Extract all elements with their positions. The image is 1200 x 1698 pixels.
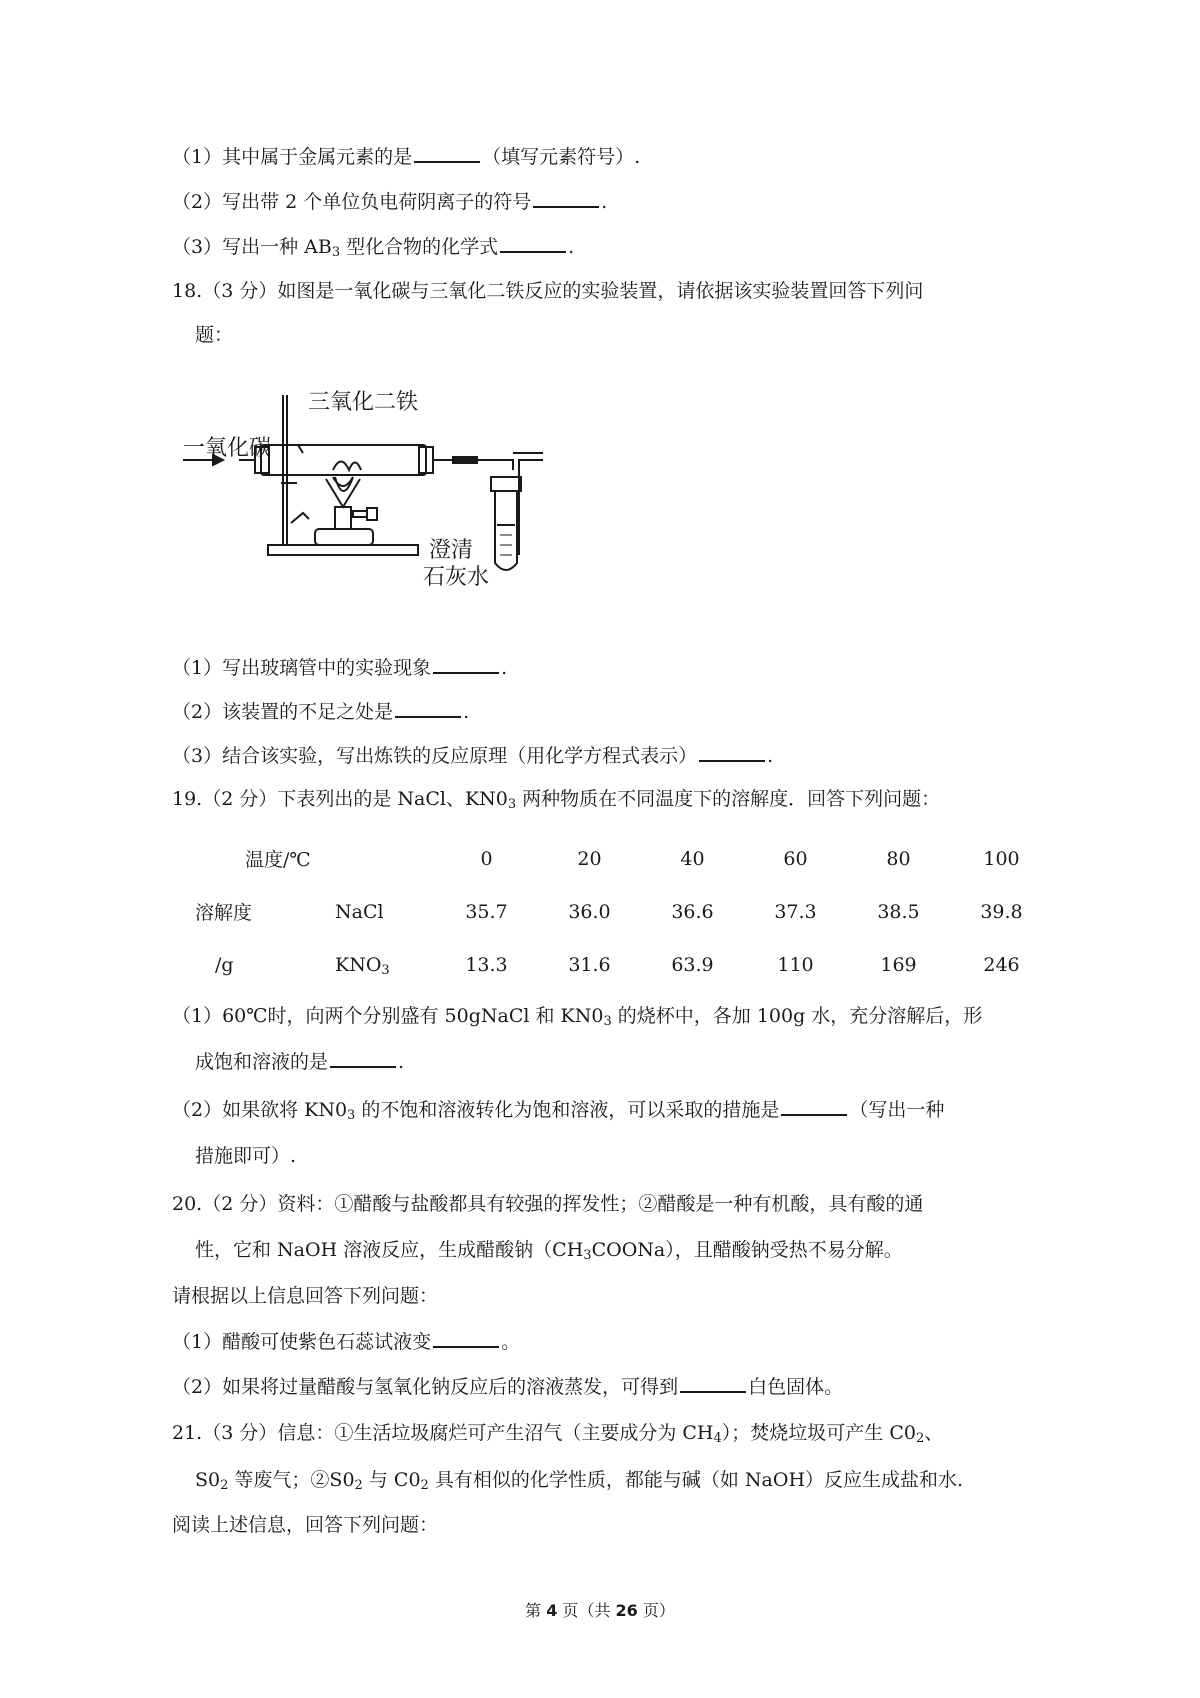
burner: [335, 507, 351, 529]
table-substance-kno3: [315, 938, 435, 991]
table-cell: 246: [983, 953, 1020, 976]
subscript: 2: [354, 1478, 363, 1493]
q19-sub1-line2: [195, 1048, 404, 1075]
answer-blank: [330, 1048, 396, 1068]
q19-sub1-line2-text: 成饱和溶液的是: [195, 1051, 329, 1073]
table-row: [195, 938, 1053, 991]
q18-sub1-text: （1）写出玻璃管中的实验现象: [172, 657, 432, 679]
table-row-label: 溶解度: [195, 902, 253, 924]
q21-line1-text: 21.（3 分）信息：①生活垃圾腐烂可产生沼气（主要成分为 CH: [172, 1422, 714, 1444]
q20-line2-text2: COONa），且醋酸钠受热不易分解。: [591, 1239, 903, 1261]
table-cell: 37.3: [774, 900, 817, 923]
page-footer: [0, 1598, 1200, 1621]
test-tube: [495, 491, 517, 570]
q19-sub1-tail: .: [398, 1051, 405, 1073]
answer-blank: [699, 742, 765, 762]
glass-tube: [261, 445, 426, 475]
q20-line2-text: 性，它和 NaOH 溶液反应，生成醋酸钠（CH: [195, 1239, 584, 1261]
q18-sub2-tail: .: [463, 701, 470, 723]
table-cell: 110: [777, 953, 814, 976]
q20-stem-line3: 请根据以上信息回答下列问题：: [172, 1285, 439, 1307]
subscript: 3: [347, 1108, 356, 1123]
answer-blank: [433, 1328, 499, 1348]
q19-sub2-text2: 的不饱和溶液转化为饱和溶液，可以采取的措施是: [355, 1099, 780, 1121]
table-cell: 38.5: [877, 900, 920, 923]
q21-line2-text2: 等废气；②S0: [228, 1469, 355, 1491]
page-number: 4: [546, 1601, 558, 1620]
answer-blank: [781, 1096, 847, 1116]
footer-suffix: 页）: [637, 1601, 675, 1620]
q18-sub3-tail: .: [767, 745, 774, 767]
q21-line1-text3: 、: [924, 1422, 944, 1444]
q20-stem-line2: [195, 1237, 903, 1263]
q17-sub1-tail: （填写元素符号）.: [482, 146, 641, 168]
q19-sub1-text2: 的烧杯中，各加 100g 水，充分溶解后，形: [611, 1005, 983, 1027]
table-cell: 35.7: [465, 900, 508, 923]
table-substance-nacl: NaCl: [335, 900, 384, 923]
clamp: [281, 445, 303, 453]
q19-sub2-text: （2）如果欲将 KN0: [172, 1099, 348, 1121]
table-cell: 36.6: [671, 900, 714, 923]
table-row: [195, 885, 1053, 938]
q20-sub2-text: （2）如果将过量醋酸与氢氧化钠反应后的溶液蒸发，可得到: [172, 1376, 679, 1398]
q17-sub3-tail: .: [568, 236, 575, 258]
q17-sub2-tail: .: [601, 191, 608, 213]
label-carbon-monoxide: 一氧化碳: [183, 436, 272, 461]
solubility-table: [195, 832, 1053, 991]
page-total: 26: [615, 1601, 638, 1620]
answer-blank: [395, 698, 461, 718]
sample-fe2o3: [333, 462, 361, 471]
table-cell: 39.8: [980, 900, 1023, 923]
subscript: 2: [220, 1478, 229, 1493]
footer-prefix: 第: [525, 1601, 547, 1620]
q17-sub2-text: （2）写出带 2 个单位负电荷阴离子的符号: [172, 191, 532, 213]
q19-sub2-tail: （写出一种: [849, 1099, 945, 1121]
table-cell: 40: [680, 847, 705, 870]
answer-blank: [500, 233, 566, 253]
q19-sub2-line2: 措施即可）.: [195, 1145, 297, 1167]
q21-stem-line3: 阅读上述信息，回答下列问题：: [172, 1514, 439, 1536]
table-cell: 13.3: [465, 953, 508, 976]
q18-sub3: [172, 742, 773, 769]
q17-sub3-text: （3）写出一种 AB: [172, 236, 332, 258]
q17-sub2: [172, 188, 607, 215]
q21-line2-text3: 与 C0: [362, 1469, 421, 1491]
q19-sub1-text: （1）60℃时，向两个分别盛有 50gNaCl 和 KN0: [172, 1005, 604, 1027]
q17-sub1-text: （1）其中属于金属元素的是: [172, 146, 413, 168]
answer-blank: [433, 654, 499, 674]
q18-sub2: [172, 698, 469, 725]
q20-sub2: [172, 1373, 843, 1400]
q17-sub3: [172, 233, 574, 260]
q18-sub1: [172, 654, 507, 681]
q20-sub1-tail: 。: [501, 1331, 521, 1353]
q21-line2-text4: 具有相似的化学性质，都能与碱（如 NaOH）反应生成盐和水.: [428, 1469, 964, 1491]
stand-base: [268, 545, 418, 555]
answer-blank: [680, 1373, 746, 1393]
q20-sub2-tail: 白色固体。: [748, 1376, 844, 1398]
q21-line1-text2: ）；焚烧垃圾可产生 C0: [721, 1422, 916, 1444]
ring-support: [291, 513, 309, 523]
subscript: 3: [381, 962, 390, 978]
q19-stem-text2: 两种物质在不同温度下的溶解度．回答下列问题：: [516, 788, 941, 810]
footer-mid: 页（共: [557, 1601, 616, 1620]
test-tube-stopper: [491, 477, 521, 491]
table-cell: 63.9: [671, 953, 714, 976]
q20-sub1-text: （1）醋酸可使紫色石蕊试液变: [172, 1331, 432, 1353]
subscript: 3: [331, 245, 341, 260]
q20-stem-line1: 20.（2 分）资料：①醋酸与盐酸都具有较强的挥发性；②醋酸是一种有机酸，具有酸的通: [172, 1193, 924, 1215]
table-cell: 80: [886, 847, 911, 870]
table-cell: 100: [983, 847, 1020, 870]
table-cell: 0: [480, 847, 493, 870]
subscript: 2: [420, 1478, 429, 1493]
subscript: 2: [915, 1431, 925, 1446]
answer-blank: [414, 143, 480, 163]
answer-blank: [533, 188, 599, 208]
q21-stem-line2: [195, 1467, 963, 1493]
table-row: [195, 832, 1053, 885]
q18-stem-line2: 题：: [195, 324, 234, 346]
q18-sub1-tail: .: [501, 657, 508, 679]
table-cell: 20: [577, 847, 602, 870]
apparatus-drawing: [183, 395, 583, 627]
subscript: 4: [713, 1431, 722, 1446]
q21-stem-line1: [172, 1420, 943, 1446]
flame: [333, 477, 353, 491]
q17-sub1: [172, 143, 640, 170]
q18-stem-line1: 18.（3 分）如图是一氧化碳与三氧化二铁反应的实验装置，请依据该实验装置回答下列问: [172, 280, 924, 302]
q19-stem: [172, 786, 940, 812]
label-limewater-2: 石灰水: [423, 565, 490, 590]
table-header-label: 温度/℃: [245, 849, 311, 871]
q20-sub1: [172, 1328, 520, 1355]
subscript: 3: [603, 1014, 612, 1029]
kno3-name: KNO: [335, 953, 382, 976]
q19-sub2-line1: [172, 1096, 944, 1123]
q18-sub2-text: （2）该装置的不足之处是: [172, 701, 394, 723]
q21-line2-text: S0: [195, 1469, 221, 1491]
table-cell: 31.6: [568, 953, 611, 976]
table-cell: 36.0: [568, 900, 611, 923]
label-iron-oxide: 三氧化二铁: [308, 390, 419, 415]
q19-stem-text: 19.（2 分）下表列出的是 NaCl、KN0: [172, 788, 508, 810]
label-limewater-1: 澄清: [429, 538, 474, 563]
table-cell: 60: [783, 847, 808, 870]
q18-sub3-text: （3）结合该实验，写出炼铁的反应原理（用化学方程式表示）: [172, 745, 698, 767]
table-row-label-unit: /g: [215, 953, 234, 976]
q17-sub3-text2: 型化合物的化学式: [340, 236, 499, 258]
subscript: 3: [583, 1248, 592, 1263]
table-cell: 169: [880, 953, 917, 976]
q19-sub1-line1: [172, 1003, 982, 1029]
apparatus-figure: [183, 390, 583, 627]
subscript: 3: [507, 797, 517, 812]
